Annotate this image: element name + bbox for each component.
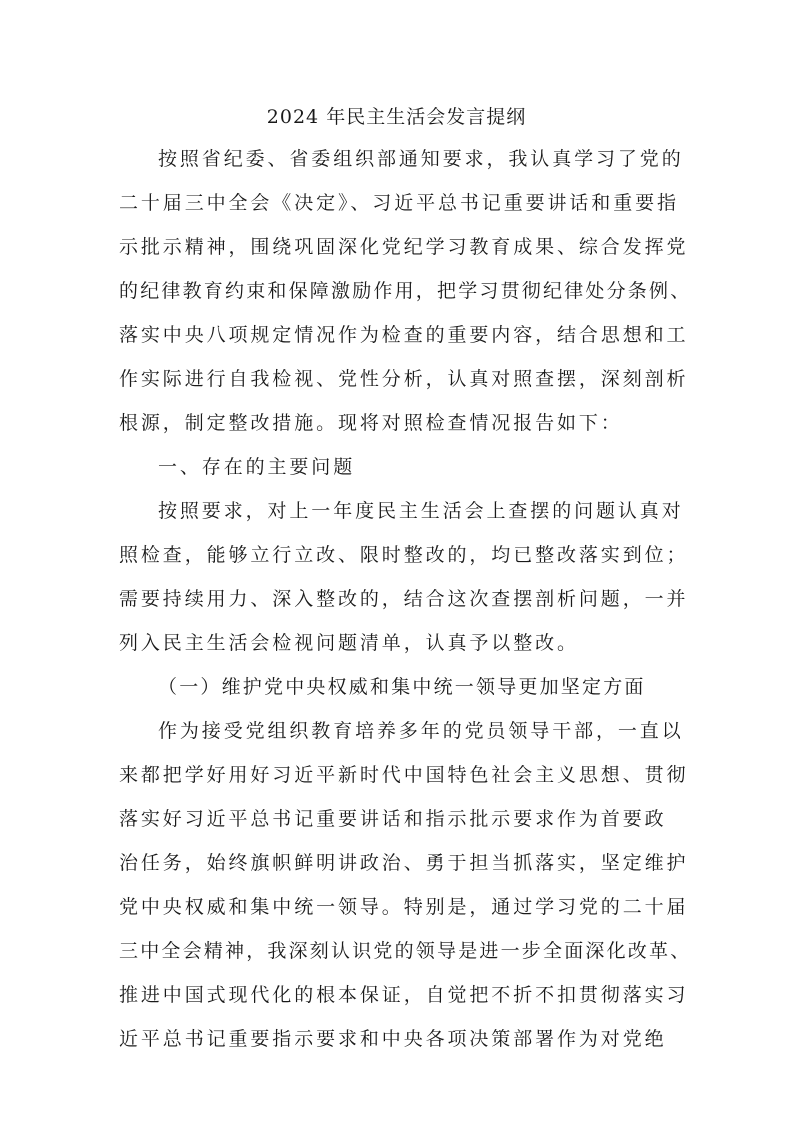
- paragraph-line: 落实中央八项规定情况作为检查的重要内容，结合思想和工: [119, 324, 689, 346]
- paragraph-line: 近平总书记重要指示要求和中央各项决策部署作为对党绝: [119, 1028, 667, 1050]
- paragraph-line: 治任务，始终旗帜鲜明讲政治、勇于担当抓落实，坚定维护: [119, 852, 689, 874]
- paragraph-line: 按照要求，对上一年度民主生活会上查摆的问题认真对: [158, 500, 684, 522]
- paragraph-line: 作实际进行自我检视、党性分析，认真对照查摆，深刻剖析: [119, 368, 689, 390]
- paragraph-line: 列入民主生活会检视问题清单，认真予以整改。: [119, 632, 579, 654]
- paragraph-line: 需要持续用力、深入整改的，结合这次查摆剖析问题，一并: [119, 588, 689, 610]
- document-title: 2024 年民主生活会发言提纲: [266, 106, 527, 128]
- paragraph-line: 来都把学好用好习近平新时代中国特色社会主义思想、贯彻: [119, 764, 689, 786]
- paragraph-line: 示批示精神，围绕巩固深化党纪学习教育成果、综合发挥党: [119, 236, 689, 258]
- paragraph-line: 三中全会精神，我深刻认识党的领导是进一步全面深化改革、: [119, 940, 692, 962]
- paragraph-line: 作为接受党组织教育培养多年的党员领导干部，一直以: [158, 720, 684, 742]
- paragraph-line: 落实好习近平总书记重要讲话和指示批示要求作为首要政: [119, 808, 667, 830]
- paragraph-line: 照检查，能够立行立改、限时整改的，均已整改落实到位；: [119, 544, 689, 566]
- paragraph-line: 二十届三中全会《决定》、习近平总书记重要讲话和重要指: [119, 192, 679, 214]
- paragraph-line: 党中央权威和集中统一领导。特别是，通过学习党的二十届: [119, 896, 689, 918]
- paragraph-line: 推进中国式现代化的根本保证，自觉把不折不扣贯彻落实习: [119, 984, 689, 1006]
- paragraph-line: 按照省纪委、省委组织部通知要求，我认真学习了党的: [158, 148, 684, 170]
- section-heading: 一、存在的主要问题: [158, 456, 356, 478]
- paragraph-line: 根源，制定整改措施。现将对照检查情况报告如下：: [119, 412, 623, 434]
- subsection-heading: （一）维护党中央权威和集中统一领导更加坚定方面: [158, 676, 646, 698]
- paragraph-line: 的纪律教育约束和保障激励作用，把学习贯彻纪律处分条例、: [119, 280, 692, 302]
